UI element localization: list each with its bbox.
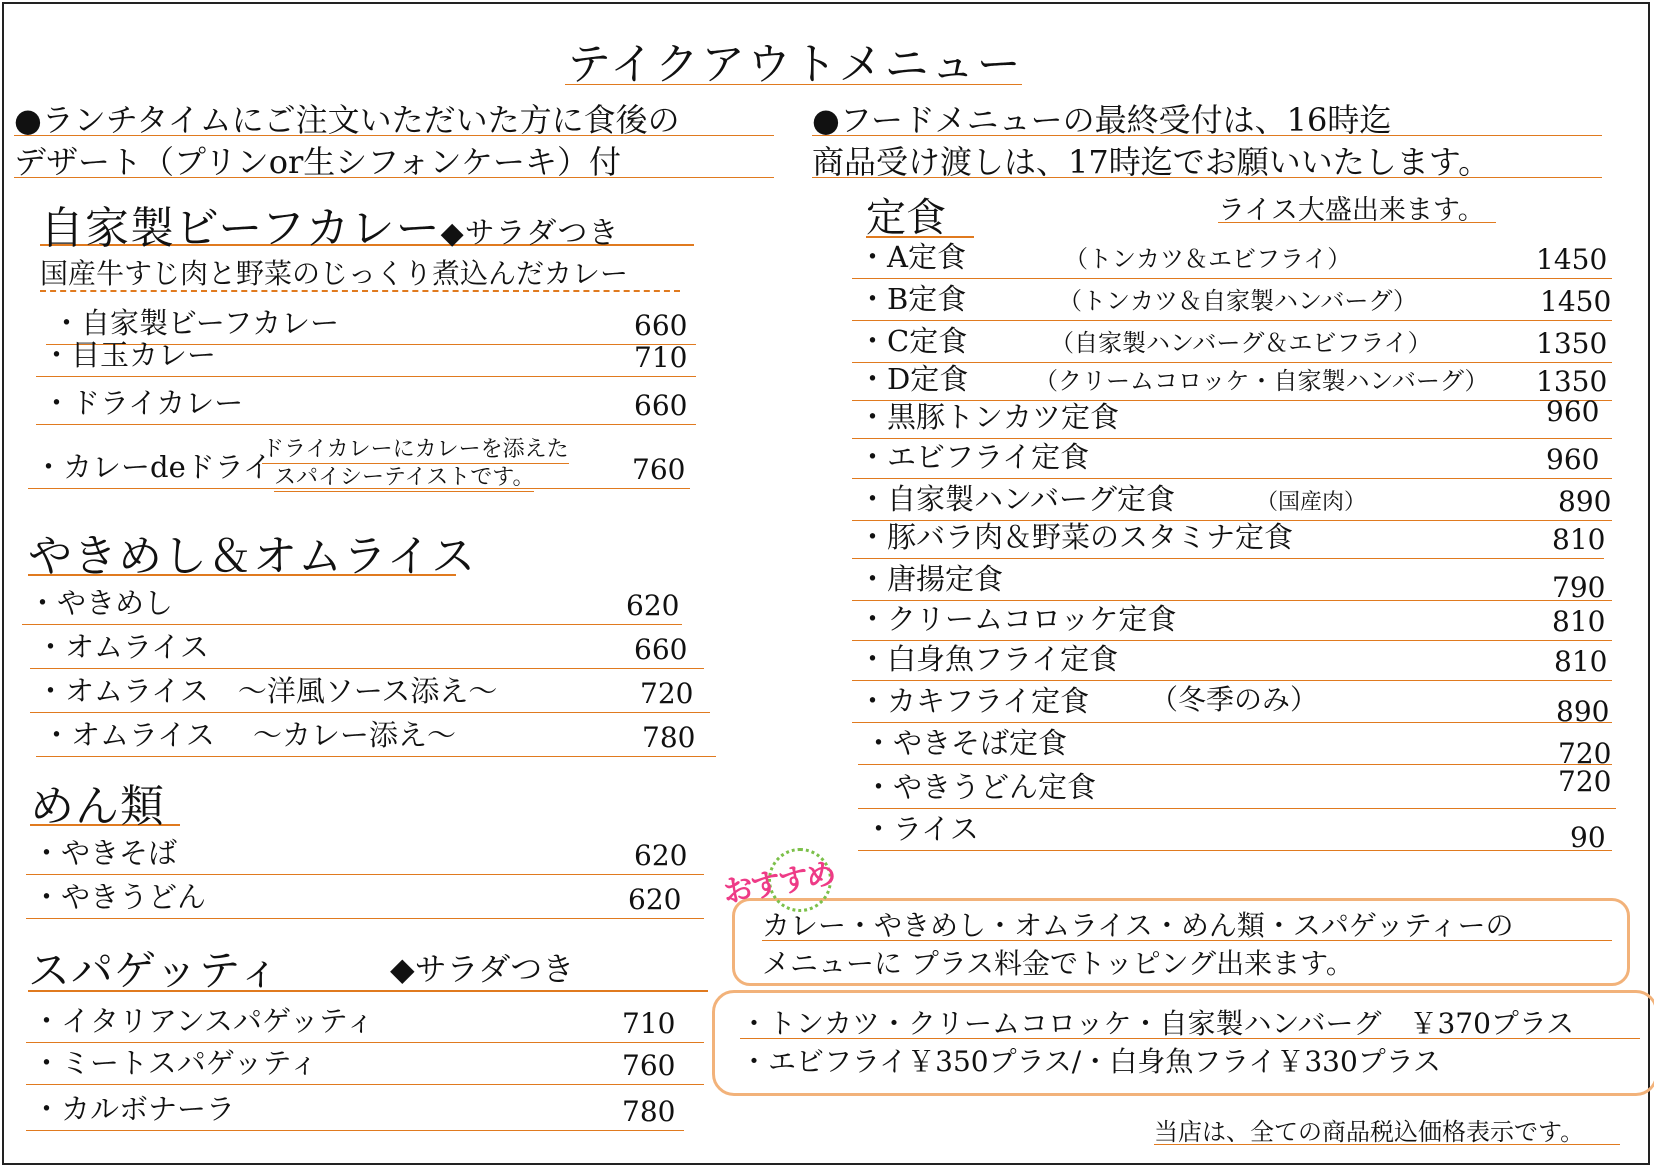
spaghetti-heading-label: スパゲッティ [28,946,281,995]
tax-note: 当店は、全ての商品税込価格表示です。 [1154,1112,1620,1145]
item-desc: （自家製ハンバーグ＆エビフライ） [1050,329,1432,357]
menu-item [36,714,716,757]
item-price: 760 [622,1049,676,1082]
item-name: ・やきうどん [32,880,207,914]
menu-item [26,876,704,919]
curry-salad-note: ◆サラダつき [440,216,620,251]
item-desc: （国産肉） [1256,490,1367,515]
item-name: ・B定食 [858,282,967,316]
menu-item [852,683,1612,728]
item-price: 660 [634,633,688,666]
recommend-badge: おすすめ [720,856,838,911]
menu-item [28,430,690,489]
item-note: スパイシーテイストです。 [274,460,534,492]
toppings-line1: ・トンカツ・クリームコロッケ・自家製ハンバーグ ￥370プラス [740,1002,1640,1039]
item-price: 660 [634,309,688,342]
item-price: 90 [1570,821,1606,854]
menu-item [852,284,1612,321]
item-price: 960 [1546,443,1600,476]
item-name: ・白身魚フライ定食 [858,642,1119,676]
item-desc: （冬季のみ） [1150,683,1319,716]
item-price: 1350 [1536,327,1608,360]
item-name: ・C定食 [858,324,968,358]
item-price: 1450 [1536,243,1608,276]
item-name: ・エビフライ定食 [858,440,1090,474]
item-name: ・オムライス ～洋風ソース添え～ [36,674,498,708]
menu-item [858,726,1612,770]
item-price: 720 [1558,765,1612,798]
curry-description: 国産牛すじ肉と野菜のじっくり煮込んだカレー [40,252,680,292]
curry-heading [40,192,694,254]
item-name: ・カキフライ定食 [858,684,1090,718]
item-name: ・D定食 [858,362,969,396]
menu-item [852,644,1612,681]
spaghetti-heading [28,938,708,995]
item-price: 620 [626,589,680,622]
item-name: ・クリームコロッケ定食 [858,602,1177,636]
item-price: 710 [634,341,688,374]
teishoku-rice-note: ライス大盛出来ます。 [1218,188,1496,223]
item-price: 960 [1546,395,1600,428]
item-price: 760 [632,453,686,486]
menu-item [22,586,682,625]
curry-heading-label: 自家製ビーフカレー [40,203,441,254]
item-price: 710 [622,1007,676,1040]
item-desc: （トンカツ＆エビフライ） [1064,245,1352,273]
item-name: ・唐揚定食 [858,562,1004,596]
item-name: ・自家製ハンバーグ定食 [858,482,1175,516]
item-price: 620 [628,883,682,916]
item-price: 810 [1552,605,1606,638]
noodles-heading: めん類 [30,770,180,826]
item-name: ・イタリアンスパゲッティ [32,1004,375,1038]
item-name: ・オムライス [36,630,209,664]
menu-item [26,1004,704,1043]
item-price: 810 [1554,645,1608,678]
teishoku-heading: 定食 [866,186,974,238]
recommend-line1: カレー・やきめし・オムライス・めん類・スパゲッティーの [762,904,1612,941]
item-price: 1350 [1536,365,1608,398]
item-name: ・やきそば定食 [864,726,1068,760]
spaghetti-salad-note: ◆サラダつき [390,950,575,988]
item-name: ・やきめし [28,586,174,620]
menu-item [26,1088,684,1131]
item-note: ドライカレーにカレーを添えた [262,432,569,464]
yakimeshi-heading: やきめし＆オムライス [28,520,456,576]
item-price: 890 [1556,695,1610,728]
item-name: ・やきうどん定食 [864,770,1097,804]
menu-item [36,338,696,377]
item-price: 720 [640,677,694,710]
item-name: ・豚バラ肉＆野菜のスタミナ定食 [858,520,1294,554]
note-order-deadline: ●フードメニューの最終受付は、16時迄 [812,95,1602,136]
menu-item [858,765,1616,809]
menu-item [26,838,704,875]
menu-item [36,378,696,425]
item-price: 660 [634,389,688,422]
menu-item [30,670,710,713]
item-price: 790 [1552,571,1606,604]
item-price: 720 [1558,737,1612,770]
item-name: ・カルボナーラ [32,1092,236,1126]
item-price: 890 [1558,485,1612,518]
item-name: ・目玉カレー [42,338,217,372]
toppings-line2: ・エビフライ￥350プラス/・白身魚フライ￥330プラス [740,1045,1441,1078]
note-dessert-line2: デザート（プリンor生シフォンケーキ）付 [14,137,774,178]
item-name: ・ミートスパゲッティ [32,1046,319,1080]
item-desc: （トンカツ＆自家製ハンバーグ） [1058,287,1418,315]
menu-item [852,522,1604,559]
menu-item [858,812,1612,854]
note-dessert-line1: ●ランチタイムにご注文いただいた方に食後の [14,95,774,136]
note-pickup-deadline: 商品受け渡しは、17時迄でお願いいたします。 [812,137,1602,178]
menu-item [26,1044,704,1085]
item-name: ・ドライカレー [42,386,244,420]
menu-item [30,626,704,669]
item-name: ・ライス [864,812,979,846]
item-price: 810 [1552,523,1606,556]
item-desc: （クリームコロッケ・自家製ハンバーグ） [1034,367,1489,395]
item-name: ・黒豚トンカツ定食 [858,400,1120,434]
item-name: ・A定食 [858,240,966,274]
item-name: ・オムライス ～カレー添え～ [42,718,457,752]
menu-item [852,242,1612,279]
menu-item [852,395,1612,439]
item-price: 780 [642,721,696,754]
item-name: ・自家製ビーフカレー [52,306,340,340]
item-name: ・やきそば [32,836,178,870]
menu-item [852,440,1612,479]
item-price: 780 [622,1095,676,1128]
menu-item [852,562,1612,604]
item-name: ・カレーdeドライ [34,450,272,484]
recommend-line2: メニューに プラス料金でトッピング出来ます。 [762,947,1354,980]
item-price: 1450 [1540,285,1612,318]
item-price: 620 [634,839,688,872]
menu-item [852,604,1612,641]
page-title: テイクアウトメニュー [565,28,1022,85]
